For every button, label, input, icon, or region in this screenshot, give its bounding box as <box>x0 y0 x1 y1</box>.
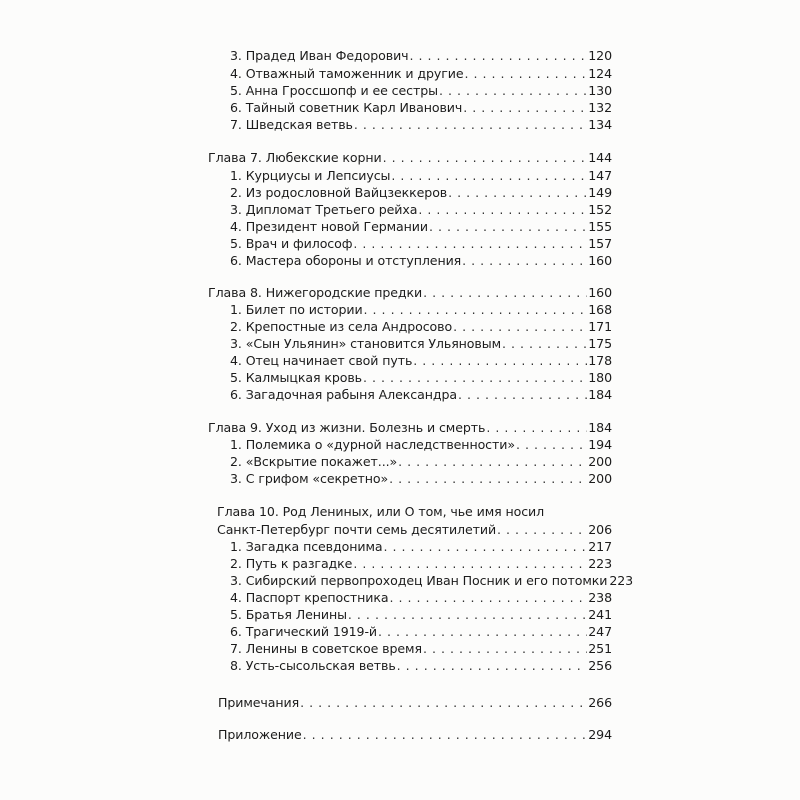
toc-dot-leader <box>378 624 587 640</box>
toc-dot-leader <box>439 83 587 99</box>
toc-entry-page: 200 <box>588 471 612 486</box>
toc-entry <box>230 641 612 657</box>
toc-entry-page: 266 <box>588 695 612 710</box>
toc-entry-title: 3. С грифом «секретно» <box>230 471 389 486</box>
toc-entry-page: 149 <box>588 185 612 200</box>
toc-entry <box>230 387 612 403</box>
toc-entry <box>217 522 612 538</box>
toc-entry-title: 4. Отважный таможенник и другие <box>230 66 464 81</box>
toc-entry-page: 130 <box>588 83 612 98</box>
toc-entry-title: 8. Усть-сысольская ветвь <box>230 658 396 673</box>
toc-dot-leader <box>448 185 587 201</box>
toc-entry-page: 175 <box>588 336 612 351</box>
toc-entry <box>218 695 612 711</box>
toc-dot-leader <box>354 117 587 133</box>
toc-entry-title: Примечания <box>218 695 300 710</box>
toc-dot-leader <box>303 727 588 743</box>
toc-entry <box>230 454 612 470</box>
toc-dot-leader <box>486 420 587 436</box>
toc-entry-title: 1. Билет по истории <box>230 302 363 317</box>
toc-entry-title: 3. Прадед Иван Федорович <box>230 48 409 63</box>
toc-entry-title: 3. «Сын Ульянин» становится Ульяновым <box>230 336 501 351</box>
toc-entry-page: 238 <box>588 590 612 605</box>
toc-entry-title: 6. Трагический 1919-й <box>230 624 377 639</box>
toc-entry <box>230 302 612 318</box>
toc-entry-title: 4. Паспорт крепостника <box>230 590 389 605</box>
toc-entry-title: 4. Президент новой Германии <box>230 219 428 234</box>
toc-dot-leader <box>418 202 587 218</box>
toc-entry-page: 217 <box>588 539 612 554</box>
toc-dot-leader <box>410 48 588 64</box>
toc-entry-title: 2. «Вскрытие покажет...» <box>230 454 398 469</box>
toc-entry <box>230 370 612 386</box>
toc-dot-leader <box>383 539 587 555</box>
toc-entry-page: 247 <box>588 624 612 639</box>
toc-entry-title: 5. Анна Гроссшопф и ее сестры <box>230 83 438 98</box>
toc-entry-page: 223 <box>588 556 612 571</box>
toc-dot-leader <box>389 471 587 487</box>
toc-entry-title: Глава 8. Нижегородские предки <box>208 285 423 300</box>
toc-entry-page: 120 <box>588 48 612 63</box>
toc-entry-page: 157 <box>588 236 612 251</box>
toc-entry-title: 5. Калмыцкая кровь <box>230 370 362 385</box>
toc-entry-page: 152 <box>588 202 612 217</box>
toc-entry-title: 5. Братья Ленины <box>230 607 347 622</box>
toc-entry-title: 4. Отец начинает свой путь <box>230 353 413 368</box>
toc-entry-title: 6. Тайный советник Карл Иванович <box>230 100 463 115</box>
toc-entry <box>230 471 612 487</box>
toc-entry-page: 160 <box>588 253 612 268</box>
toc-dot-leader <box>429 219 587 235</box>
toc-entry-page: 184 <box>588 387 612 402</box>
toc-dot-leader <box>348 607 587 623</box>
toc-entry <box>230 236 612 252</box>
toc-entry-page: 251 <box>588 641 612 656</box>
toc-entry <box>208 420 612 436</box>
toc-entry-title: 2. Крепостные из села Андросово <box>230 319 453 334</box>
toc-entry-page: 241 <box>588 607 612 622</box>
toc-entry-title: 5. Врач и философ <box>230 236 353 251</box>
toc-entry-page: 178 <box>588 353 612 368</box>
toc-entry-page: 184 <box>588 420 612 435</box>
toc-dot-leader <box>423 285 587 301</box>
toc-entry-title: Глава 9. Уход из жизни. Болезнь и смерть <box>208 420 486 435</box>
toc-entry-title: 1. Полемика о «дурной наследственности» <box>230 437 515 452</box>
toc-entry-page: 294 <box>588 727 612 742</box>
toc-entry <box>230 607 612 623</box>
toc-entry <box>230 573 634 589</box>
toc-entry <box>230 185 612 201</box>
toc-entry <box>230 336 612 352</box>
toc-entry <box>230 539 612 555</box>
toc-dot-leader <box>423 641 587 657</box>
toc-dot-leader <box>391 168 587 184</box>
toc-dot-leader <box>363 370 587 386</box>
toc-entry-title: 7. Ленины в советское время <box>230 641 422 656</box>
toc-entry-page: 132 <box>588 100 612 115</box>
toc-entry <box>230 590 612 606</box>
toc-dot-leader <box>353 236 587 252</box>
toc-dot-leader <box>465 66 588 82</box>
toc-dot-leader <box>463 100 587 116</box>
toc-dot-leader <box>516 437 587 453</box>
toc-dot-leader <box>502 336 587 352</box>
toc-entry-page: 171 <box>588 319 612 334</box>
toc-entry-page: 147 <box>588 168 612 183</box>
toc-entry <box>208 285 612 301</box>
toc-entry-page: 206 <box>588 522 612 537</box>
toc-entry-page: 144 <box>588 150 612 165</box>
toc-dot-leader <box>497 522 587 538</box>
toc-entry-title: 6. Мастера обороны и отступления <box>230 253 462 268</box>
toc-entry-page: 180 <box>588 370 612 385</box>
toc-entry <box>230 100 612 116</box>
toc-dot-leader <box>398 454 587 470</box>
toc-entry <box>230 83 612 99</box>
toc-entry-page: 134 <box>588 117 612 132</box>
toc-dot-leader <box>413 353 587 369</box>
toc-entry <box>230 556 612 572</box>
toc-dot-leader <box>353 556 587 572</box>
toc-entry <box>230 353 612 369</box>
toc-entry-page: 194 <box>588 437 612 452</box>
toc-entry-title: Санкт-Петербург почти семь десятилетий <box>217 522 497 537</box>
toc-dot-leader <box>390 590 588 606</box>
toc-entry-page: 124 <box>588 66 612 81</box>
toc-entry <box>230 168 612 184</box>
toc-entry-title: 1. Курциусы и Лепсиусы <box>230 168 391 183</box>
toc-entry-page: 256 <box>588 658 612 673</box>
toc-dot-leader <box>462 253 587 269</box>
toc-entry <box>230 219 612 235</box>
toc-entry <box>208 150 612 166</box>
toc-entry-title: Глава 7. Любекские корни <box>208 150 382 165</box>
chapter-10-heading: Глава 10. Род Лениных, или О том, чье имя носил <box>217 504 545 519</box>
toc-entry <box>230 66 612 82</box>
toc-entry-title: Приложение <box>218 727 302 742</box>
toc-entry <box>230 437 612 453</box>
toc-dot-leader <box>300 695 587 711</box>
toc-entry <box>230 658 612 674</box>
toc-entry <box>230 117 612 133</box>
toc-entry-page: 168 <box>588 302 612 317</box>
toc-dot-leader <box>364 302 588 318</box>
toc-dot-leader <box>383 150 588 166</box>
toc-entry-page: 155 <box>588 219 612 234</box>
toc-entry <box>230 253 612 269</box>
toc-entry <box>230 202 612 218</box>
toc-entry-title: 2. Путь к разгадке <box>230 556 353 571</box>
toc-dot-leader <box>397 658 588 674</box>
toc-entry-title: 2. Из родословной Вайцзеккеров <box>230 185 448 200</box>
toc-entry-title: 3. Дипломат Третьего рейха <box>230 202 418 217</box>
toc-entry <box>218 727 612 743</box>
toc-entry-page: 200 <box>588 454 612 469</box>
toc-entry <box>230 48 612 64</box>
toc-dot-leader <box>458 387 587 403</box>
toc-entry-title: 6. Загадочная рабыня Александра <box>230 387 457 402</box>
toc-entry <box>230 624 612 640</box>
toc-entry-title: 1. Загадка псевдонима <box>230 539 383 554</box>
toc-entry-title: 3. Сибирский первопроходец Иван Посник и его потомки <box>230 573 608 588</box>
toc-entry-page: 160 <box>588 285 612 300</box>
toc-entry-page: 223 <box>609 573 634 588</box>
toc-entry <box>230 319 612 335</box>
toc-dot-leader <box>453 319 587 335</box>
toc-entry-title: 7. Шведская ветвь <box>230 117 353 132</box>
